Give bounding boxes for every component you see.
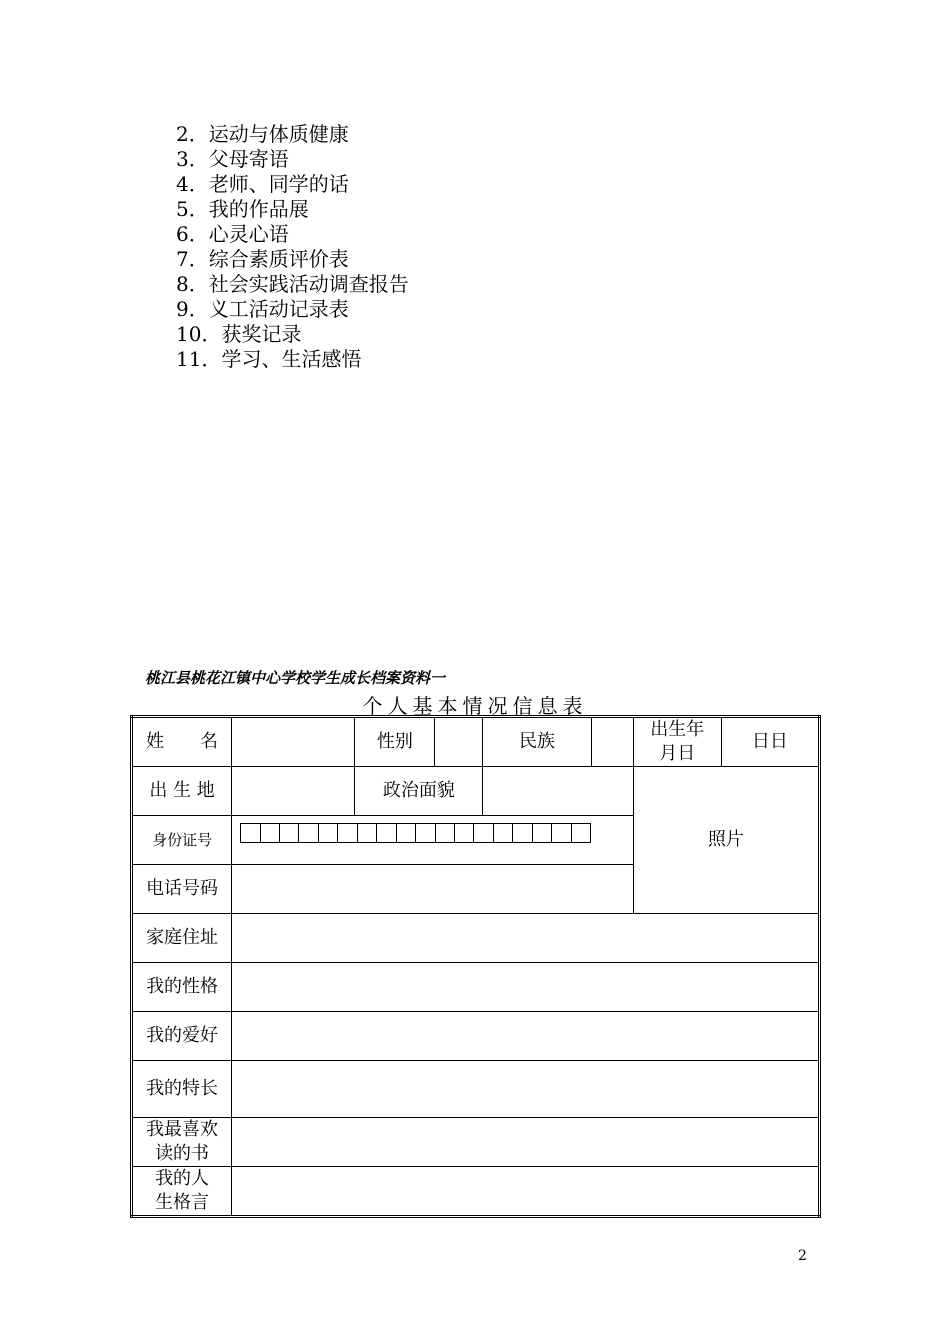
birth-date-label [633,717,721,767]
id-digit-boxes [240,823,591,843]
toc-item: 5．我的作品展 [176,197,309,221]
birth-date-label-line2: 月日 [659,743,696,764]
id-number-field[interactable] [232,816,634,865]
toc-item: 8．社会实践活动调查报告 [176,272,409,296]
phone-label: 电话号码 [132,865,232,914]
id-digit-box[interactable] [357,823,376,843]
birth-date-label-line1: 出生年 [650,719,705,740]
phone-field[interactable] [232,865,634,914]
favorite-book-label-line1: 我最喜欢 [146,1119,219,1140]
birthplace-label: 出 生 地 [132,767,232,816]
political-field[interactable] [483,767,633,816]
id-digit-box[interactable] [240,823,259,843]
address-field[interactable] [232,914,820,963]
hobbies-field[interactable] [232,1012,820,1061]
id-digit-box[interactable] [532,823,551,843]
id-number-label: 身份证号 [132,816,232,865]
id-digit-box[interactable] [454,823,473,843]
toc-item: 3．父母寄语 [176,147,289,171]
specialty-label: 我的特长 [132,1061,232,1118]
motto-label-line1: 我的人 [155,1168,210,1189]
ethnicity-field[interactable] [591,717,633,767]
gender-field[interactable] [435,717,483,767]
id-digit-box[interactable] [435,823,454,843]
toc-item: 4．老师、同学的话 [176,172,349,196]
table-title: 个人基本情况信息表 [362,694,588,718]
address-label: 家庭住址 [132,914,232,963]
id-digit-box[interactable] [571,823,591,843]
toc-item: 10．获奖记录 [176,322,302,346]
personal-info-table [130,715,821,1218]
name-field[interactable] [232,717,355,767]
personality-label: 我的性格 [132,963,232,1012]
toc-item: 2．运动与体质健康 [176,122,349,146]
personality-field[interactable] [232,963,820,1012]
id-digit-box[interactable] [318,823,337,843]
motto-field[interactable] [232,1167,820,1217]
favorite-book-label-line2: 读的书 [155,1143,210,1164]
id-digit-box[interactable] [337,823,356,843]
page-number: 2 [798,1248,807,1264]
id-digit-box[interactable] [473,823,492,843]
specialty-field[interactable] [232,1061,820,1118]
favorite-book-label [132,1118,232,1167]
id-digit-box[interactable] [493,823,512,843]
birthplace-field[interactable] [232,767,355,816]
motto-label-line2: 生格言 [155,1192,210,1213]
toc-item: 6．心灵心语 [176,222,289,246]
id-digit-box[interactable] [376,823,395,843]
photo-box: 照片 [633,767,819,914]
birth-day-label: 日日 [721,717,819,767]
hobbies-label: 我的爱好 [132,1012,232,1061]
id-digit-box[interactable] [298,823,317,843]
gender-label: 性别 [355,717,435,767]
political-label: 政治面貌 [355,767,483,816]
id-digit-box[interactable] [415,823,434,843]
id-digit-box[interactable] [512,823,531,843]
document-header: 桃江县桃花江镇中心学校学生成长档案资料一 [145,669,446,687]
ethnicity-label: 民族 [483,717,591,767]
id-digit-box[interactable] [551,823,570,843]
id-digit-box[interactable] [279,823,298,843]
toc-item: 7．综合素质评价表 [176,247,349,271]
id-digit-box[interactable] [396,823,415,843]
toc-item: 9．义工活动记录表 [176,297,349,321]
motto-label [132,1167,232,1217]
id-digit-box[interactable] [260,823,279,843]
name-label: 姓 名 [132,717,232,767]
toc-list [176,122,409,372]
toc-item: 11．学习、生活感悟 [176,347,362,371]
favorite-book-field[interactable] [232,1118,820,1167]
